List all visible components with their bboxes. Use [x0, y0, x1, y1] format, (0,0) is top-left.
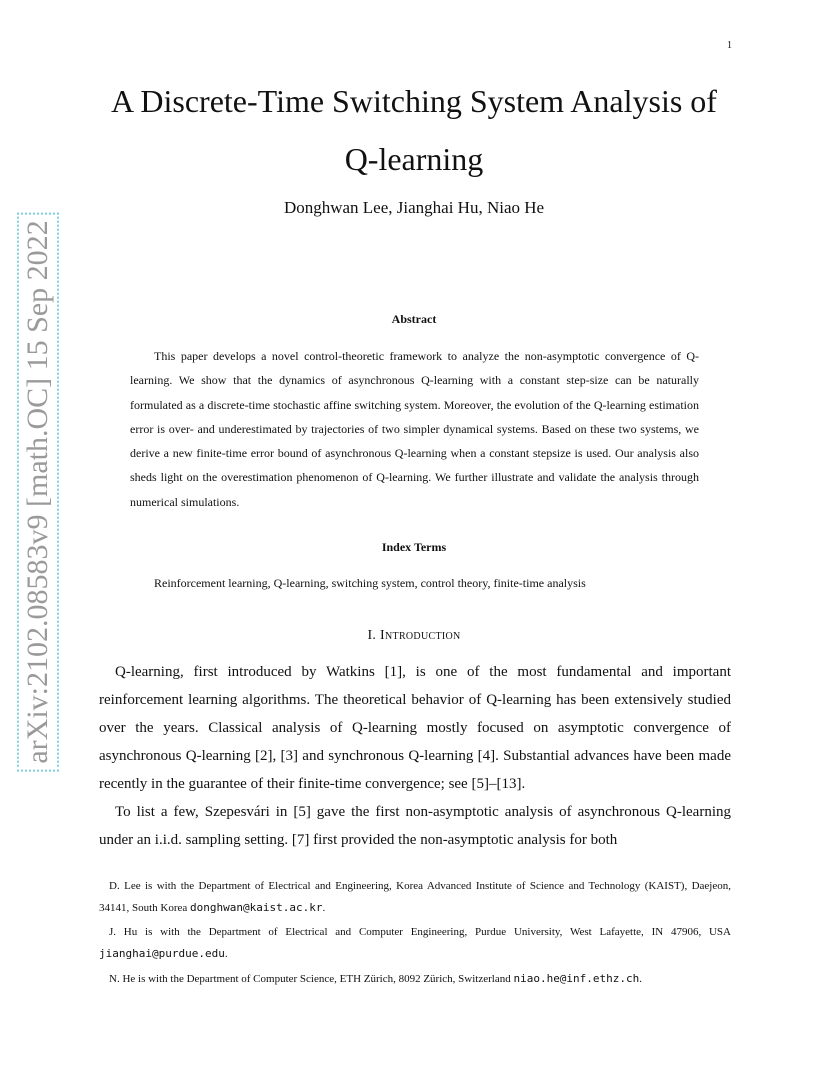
footnote-suffix: . — [224, 948, 228, 960]
introduction-body — [99, 658, 731, 854]
section-title: Introduction — [380, 628, 461, 643]
index-terms-heading: Index Terms — [381, 540, 447, 554]
author-list: Donghwan Lee, Jianghai Hu, Niao He — [283, 198, 545, 217]
abstract-body: This paper develops a novel control-theoretic framework to analyze the non-asymptotic convergence of Q-learning. We show that the dynamics of asynchronous Q-learning with a constant step-size can be naturally formulated as a discrete-time stochastic affine switching system. Moreover, the evolution of the Q-learning estimation error is over- and underestimated by trajectories of two simpler dynamical systems. Based on these two systems, we derive a new finite-time error bound of asynchronous Q-learning when a constant stepsize is used. Our analysis also sheds light on the overestimation phenomenon of Q-learning. We further illustrate and validate the analysis through numerical simulations. — [130, 349, 699, 509]
intro-paragraph-2: To list a few, Szepesvári in [5] gave the first non-asymptotic analysis of asynchronous Q-learning under an i.i.d. sampling setting. [7] first provided the non-asymptotic analysis for both — [99, 804, 731, 848]
paper-title-line-2: Q-learning — [344, 141, 484, 177]
abstract-heading: Abstract — [391, 312, 437, 326]
page-number: 1 — [727, 40, 732, 51]
footnote-hu — [99, 922, 731, 965]
email-link[interactable]: niao.he@inf.ethz.ch — [513, 972, 640, 985]
paper-title — [0, 72, 828, 188]
footnote-text: N. He is with the Department of Computer Science, ETH Zürich, 8092 Zürich, Switzerland — [109, 973, 514, 985]
footnote-text: D. Lee is with the Department of Electrical and Engineering, Korea Advanced Institute of Science and Technology (KAIST), Daejeon, 34141, South Korea — [99, 880, 731, 914]
section-heading-introduction — [0, 628, 828, 644]
intro-paragraph-1: Q-learning, first introduced by Watkins [1], is one of the most fundamental and important reinforcement learning algorithms. The theoretical behavior of Q-learning has been extensively studied over the years. Classical analysis of Q-learning mostly focused on asymptotic convergence of asynchronous Q-learning [2], [3] and synchronous Q-learning [4]. Substantial advances have been made recently in the guarantee of their finite-time convergence; see [5]–[13]. — [99, 664, 731, 792]
arxiv-identifier-stamp[interactable]: arXiv:2102.08583v9 [math.OC] 15 Sep 2022 — [17, 212, 59, 771]
footnote-lee — [99, 876, 731, 919]
footnote-suffix: . — [639, 973, 643, 985]
footnote-text: J. Hu is with the Department of Electrical and Computer Engineering, Purdue University, West Lafayette, IN 47906, USA — [109, 926, 731, 938]
footnote-he — [99, 968, 731, 990]
email-link[interactable]: donghwan@kaist.ac.kr — [190, 901, 323, 914]
author-footnotes — [99, 876, 731, 993]
paper-title-line-1: A Discrete-Time Switching System Analysis of — [111, 83, 717, 119]
footnote-suffix: . — [322, 902, 326, 914]
section-number: I. — [367, 628, 377, 643]
index-terms-body: Reinforcement learning, Q-learning, switching system, control theory, finite-time analysis — [154, 576, 586, 590]
email-link[interactable]: jianghai@purdue.edu — [99, 947, 225, 960]
